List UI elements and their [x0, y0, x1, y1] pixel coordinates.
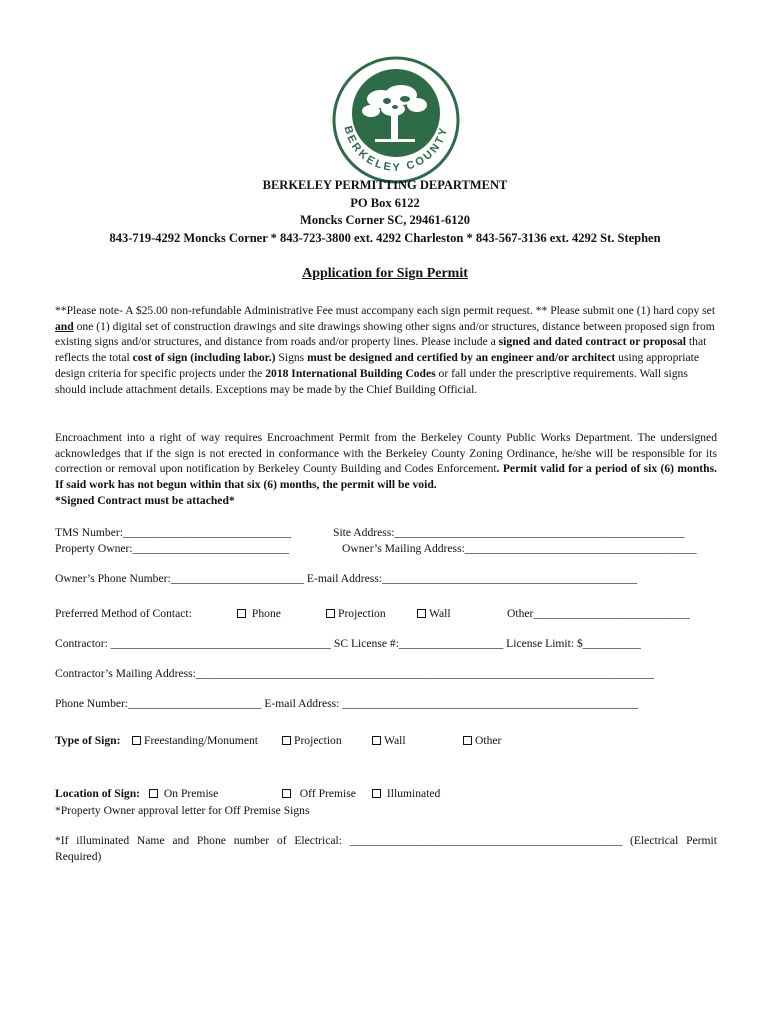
notice-bold: 2018 International Building Codes — [265, 366, 436, 380]
contact-wall-label: Wall — [429, 607, 451, 620]
contact-phone-label: Phone — [251, 607, 281, 620]
location-on-premise-label: On Premise — [163, 787, 219, 800]
location-off-premise-option[interactable] — [282, 787, 356, 800]
type-freestanding-label: Freestanding/Monument — [144, 734, 258, 747]
county-seal — [331, 55, 461, 185]
contractor-mailing-address-field[interactable]: Contractor’s Mailing Address:_______________________________________________________________________________ — [55, 667, 654, 680]
off-premise-note: *Property Owner approval letter for Off Premise Signs — [55, 804, 310, 817]
phone-email-field[interactable]: Phone Number:_______________________ E-mail Address: ___________________________________________________ — [55, 697, 638, 710]
owner-row — [55, 542, 717, 555]
notice-and: and — [55, 319, 74, 333]
sign-type-label: Type of Sign: — [55, 734, 121, 747]
contact-other-field[interactable]: Other___________________________ — [507, 607, 690, 620]
sign-location-label: Location of Sign: — [55, 787, 141, 800]
checkbox-icon[interactable] — [326, 609, 335, 618]
contact-method-row — [55, 607, 717, 620]
phone-numbers: 843-719-4292 Moncks Corner * 843-723-3800 ext. 4292 Charleston * 843-567-3136 ext. 4292 St. Stephen — [109, 230, 661, 245]
seal-graphic — [331, 55, 461, 185]
type-projection-option[interactable] — [282, 734, 342, 747]
notice-text: one (1) digital set of construction drawings and site drawings showing other signs and/or structures, distance between proposed sign from existing signs and/or structures, and distance from roads and/or property lines. Please include a — [55, 319, 715, 349]
type-freestanding-option[interactable] — [132, 734, 258, 747]
type-wall-option[interactable] — [372, 734, 406, 747]
checkbox-icon[interactable] — [149, 789, 158, 798]
type-projection-label: Projection — [294, 734, 342, 747]
contractor-license-field[interactable]: Contractor: ______________________________________ SC License #:__________________ License Limit: $__________ — [55, 637, 641, 650]
po-box: PO Box 6122 — [350, 195, 420, 210]
checkbox-icon[interactable] — [372, 736, 381, 745]
checkbox-icon[interactable] — [372, 789, 381, 798]
tms-number-field[interactable]: TMS Number:_____________________________ — [55, 526, 292, 539]
notice-text: Signs — [275, 351, 308, 365]
contact-wall-option[interactable] — [417, 607, 451, 620]
sign-type-row — [55, 734, 717, 747]
notice-text: that reflects the total — [55, 335, 707, 365]
encroachment-paragraph — [55, 430, 717, 509]
location-illuminated-option[interactable] — [372, 787, 440, 800]
checkbox-icon[interactable] — [417, 609, 426, 618]
type-wall-label: Wall — [384, 734, 406, 747]
contact-projection-option[interactable] — [326, 607, 386, 620]
notice-bold: must be designed and certified by an engineer and/or architect — [307, 351, 616, 365]
location-illuminated-label: Illuminated — [386, 787, 441, 800]
checkbox-icon[interactable] — [463, 736, 472, 745]
type-other-label: Other — [475, 734, 502, 747]
notice-text: using appropriate design criteria for specific projects under the — [55, 351, 699, 380]
department-header — [0, 177, 770, 247]
tms-site-row — [55, 526, 717, 539]
checkbox-icon[interactable] — [282, 736, 291, 745]
contact-method-label: Preferred Method of Contact: — [55, 607, 192, 620]
notice-text: or fall under the prescriptive requirements. Wall signs should include attachment details. Exceptions may be made by the Chief Building Official. — [55, 366, 688, 396]
checkbox-icon[interactable] — [282, 789, 291, 798]
location-on-premise-option[interactable] — [149, 787, 218, 800]
encroachment-text: Encroachment into a right of way requires Encroachment Permit from the Berkeley County Public Works Department. The undersigned acknowledges that if the sign is not erected in conformance with the Berkeley County Zoning Ordinance, he/she will be responsible for its correction or removal upon notification by Berkeley County Building and Codes Enforcement — [55, 431, 717, 476]
checkbox-icon[interactable] — [132, 736, 141, 745]
page-title: Application for Sign Permit — [302, 266, 468, 281]
contact-projection-label: Projection — [338, 607, 386, 620]
checkbox-icon[interactable] — [237, 609, 246, 618]
sign-location-row — [55, 787, 717, 800]
illuminated-electrical-field[interactable]: *If illuminated Name and Phone number of Electrical: _______________________________________________ (Electrical Permit Required) — [55, 834, 717, 863]
notice-bold: cost of sign (including labor.) — [132, 351, 276, 365]
type-other-option[interactable] — [463, 734, 501, 747]
location-off-premise-label: Off Premise — [299, 787, 356, 800]
seal-text: BERKELEY COUNTY — [341, 124, 451, 174]
department-name: BERKELEY PERMITTING DEPARTMENT — [262, 178, 508, 192]
property-owner-field[interactable]: Property Owner:___________________________ — [55, 542, 290, 555]
contact-phone-option[interactable] — [237, 607, 281, 620]
notice-bold: signed and dated contract or proposal — [498, 335, 687, 349]
owner-phone-email-field[interactable]: Owner’s Phone Number:_______________________ E-mail Address:____________________________________________ — [55, 572, 638, 585]
site-address-field[interactable]: Site Address:__________________________________________________ — [333, 526, 685, 539]
notice-text: **Please note- A $25.00 non-refundable Administrative Fee must accompany each sign permit request. ** Please submit one (1) hard copy set — [55, 304, 716, 317]
city-state-zip: Moncks Corner SC, 29461-6120 — [300, 213, 470, 227]
owner-mailing-address-field[interactable]: Owner’s Mailing Address:________________________________________ — [342, 542, 697, 555]
fee-notice-paragraph — [55, 303, 717, 397]
permit-validity-text: . Permit valid for a period of six (6) months. If said work has not begun within that six (6) months, the permit will be void. — [55, 462, 717, 492]
signed-contract-note: *Signed Contract must be attached* — [55, 493, 235, 507]
